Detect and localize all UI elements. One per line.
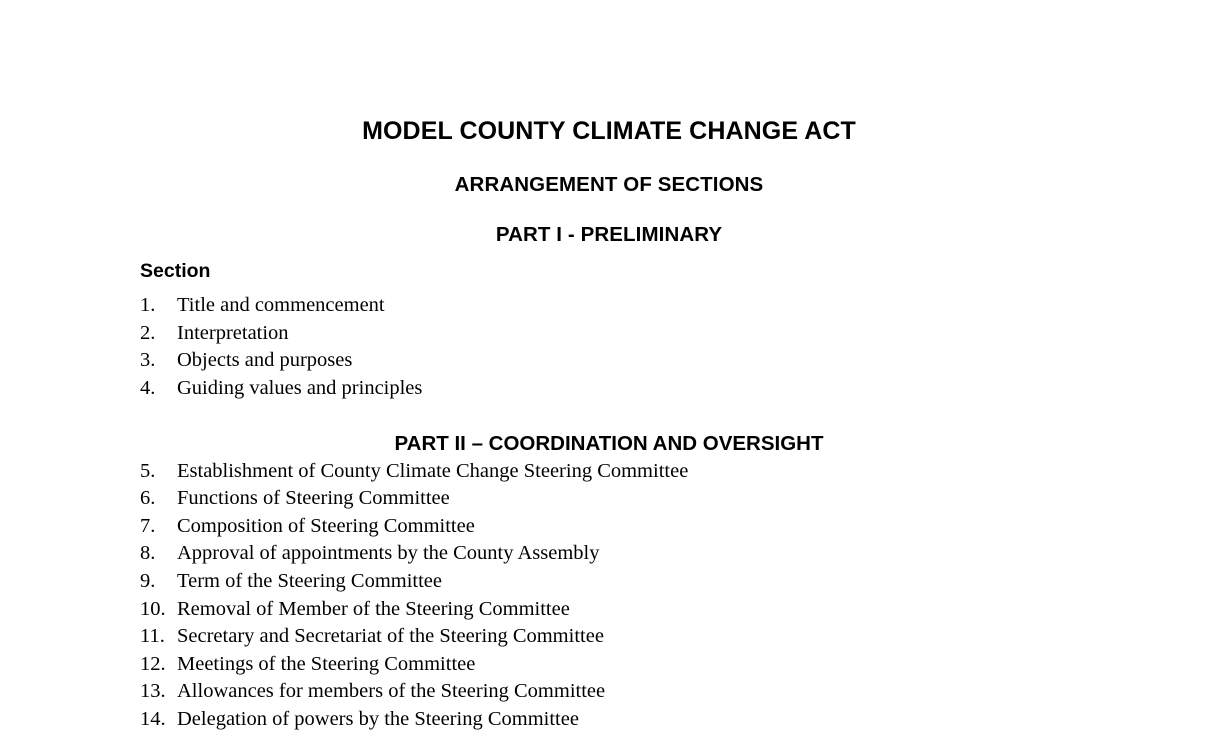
list-item-number: 9. [140,569,156,592]
list-item-number: 7. [140,514,156,537]
list-item-number: 8. [140,542,156,565]
list-item-label: Secretary and Secretariat of the Steering Committee [177,625,604,648]
list-item[interactable] [140,375,1160,403]
list-item-number: 2. [140,321,156,344]
list-item-number: 1. [140,294,156,316]
list-item-number: 5. [140,459,156,482]
list-item[interactable] [140,678,1160,706]
list-item[interactable] [140,596,1160,624]
list-item-label: Allowances for members of the Steering Committee [177,680,606,703]
arrangement-of-sections-heading: ARRANGEMENT OF SECTIONS [454,173,764,196]
list-item[interactable] [140,540,1160,568]
page-title: MODEL COUNTY CLIMATE CHANGE ACT [362,116,856,145]
list-item-number: 13. [140,680,166,703]
list-item[interactable] [140,292,1160,320]
part-one-heading: PART I - PRELIMINARY [495,223,723,246]
list-item-number: 12. [140,652,166,675]
list-item[interactable] [140,347,1160,375]
list-item[interactable] [140,485,1160,513]
list-item-number: 14. [140,707,166,730]
list-item-label: Composition of Steering Committee [177,514,475,537]
list-item-number: 6. [140,487,156,510]
list-item-label: Removal of Member of the Steering Committee [177,597,570,620]
list-item-number: 3. [140,349,156,372]
list-item[interactable] [140,623,1160,651]
list-item[interactable] [140,513,1160,541]
part-two-heading: PART II – COORDINATION AND OVERSIGHT [394,431,824,455]
list-item-label: Objects and purposes [177,349,353,372]
list-item[interactable] [140,458,1160,486]
list-item-label: Title and commencement [177,294,385,316]
list-item-number: 10. [140,597,166,620]
list-item-label: Functions of Steering Committee [177,487,450,510]
list-item-number: 11. [140,625,165,648]
list-item[interactable] [140,320,1160,348]
list-item[interactable] [140,651,1160,679]
list-item[interactable] [140,568,1160,596]
list-item-label: Meetings of the Steering Committee [177,652,476,675]
list-item-label: Approval of appointments by the County Assembly [177,542,600,565]
list-item-number: 4. [140,376,156,399]
section-column-label: Section [140,260,211,282]
table-of-contents [140,292,1160,734]
list-item-label: Establishment of County Climate Change Steering Committee [177,459,689,482]
list-item-label: Delegation of powers by the Steering Committee [177,707,579,730]
list-item-label: Interpretation [177,321,289,344]
list-spacer [140,402,1160,430]
list-item-label: Guiding values and principles [177,376,423,399]
list-item-label: Term of the Steering Committee [177,569,442,592]
list-item[interactable] [140,706,1160,734]
